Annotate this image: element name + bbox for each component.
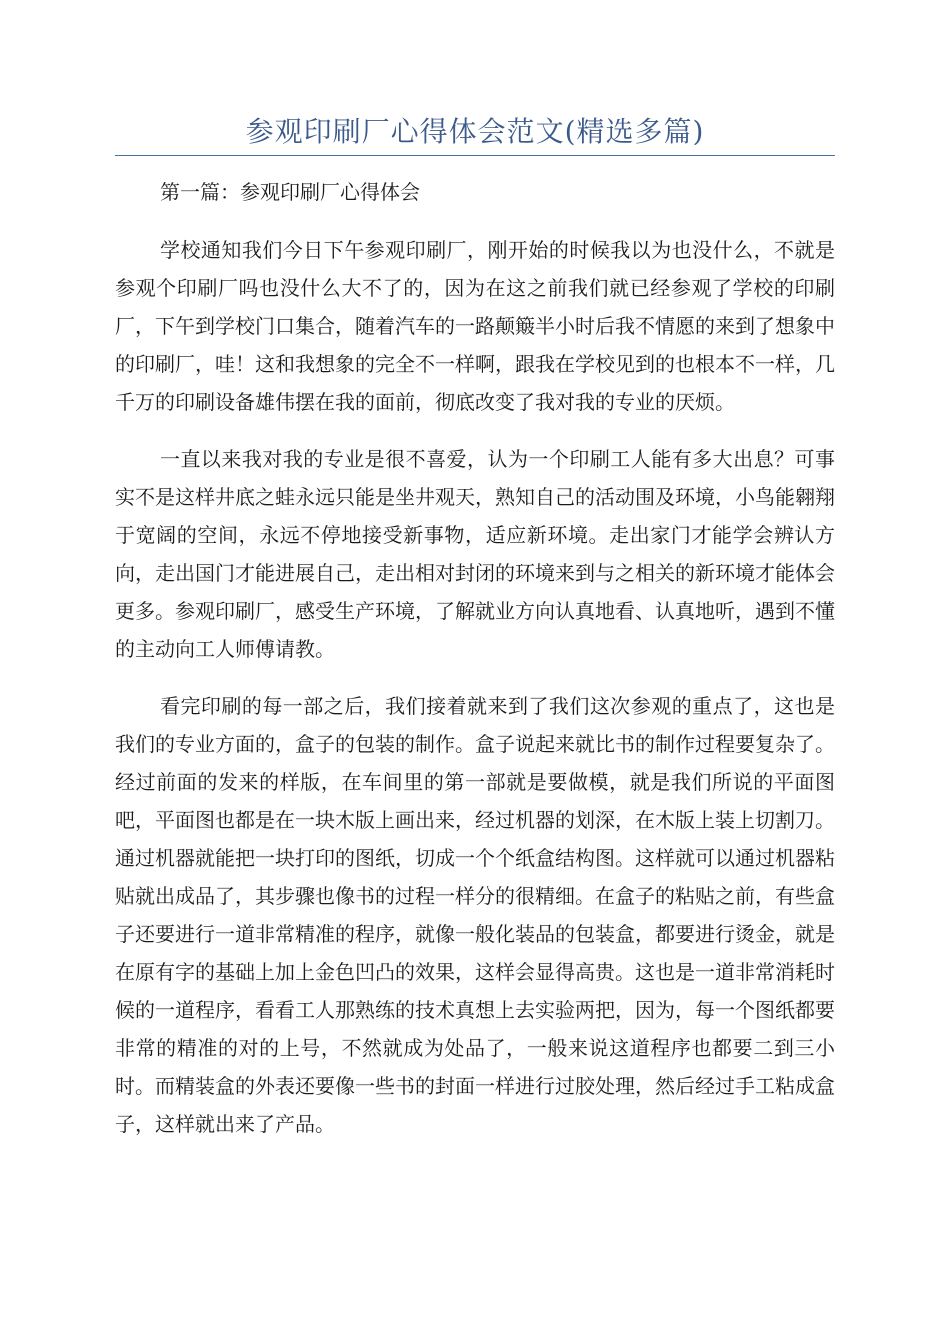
title-underline <box>115 155 835 156</box>
document-title: 参观印刷厂心得体会范文(精选多篇) <box>245 115 705 148</box>
document-body <box>115 173 835 1162</box>
paragraph-1: 学校通知我们今日下午参观印刷厂，刚开始的时候我以为也没什么，不就是参观个印刷厂吗也没什么大不了的，因为在这之前我们就已经参观了学校的印刷厂，下午到学校门口集合，随着汽车的一路颠簸半小时后我不情愿的来到了想象中的印刷厂，哇！这和我想象的完全不一样啊，跟我在学校见到的也根本不一样，几千万的印刷设备雄伟摆在我的面前，彻底改变了我对我的专业的厌烦。 <box>115 238 835 414</box>
section-heading: 第一篇：参观印刷厂心得体会 <box>160 180 420 204</box>
paragraph-3: 看完印刷的每一部之后，我们接着就来到了我们这次参观的重点了，这也是我们的专业方面的，盒子的包装的制作。盒子说起来就比书的制作过程要复杂了。经过前面的发来的样版，在车间里的第一部就是要做模，就是我们所说的平面图吧，平面图也都是在一块木版上画出来，经过机器的划深，在木版上装上切割刀。通过机器就能把一块打印的图纸，切成一个个纸盒结构图。这样就可以通过机器粘贴就出成品了，其步骤也像书的过程一样分的很精细。在盒子的粘贴之前，有些盒子还要进行一道非常精准的程序，就像一般化装品的包装盒，都要进行烫金，就是在原有字的基础上加上金色凹凸的效果，这样会显得高贵。这也是一道非常消耗时候的一道程序，看看工人那熟练的技术真想上去实验两把，因为，每一个图纸都要非常的精准的对的上号，不然就成为处品了，一般来说这道程序也都要二到三小时。而精装盒的外表还要像一些书的封面一样进行过胶处理，然后经过手工粘成盒子，这样就出来了产品。 <box>115 694 835 1136</box>
paragraph-2: 一直以来我对我的专业是很不喜爱，认为一个印刷工人能有多大出息？可事实不是这样井底之蛙永远只能是坐井观天，熟知自己的活动围及环境，小鸟能翱翔于宽阔的空间，永远不停地接受新事物，适应新环境。走出家门才能学会辨认方向，走出国门才能进展自己，走出相对封闭的环境来到与之相关的新环境才能体会更多。参观印刷厂，感受生产环境，了解就业方向认真地看、认真地听，遇到不懂的主动向工人师傅请教。 <box>115 447 835 661</box>
